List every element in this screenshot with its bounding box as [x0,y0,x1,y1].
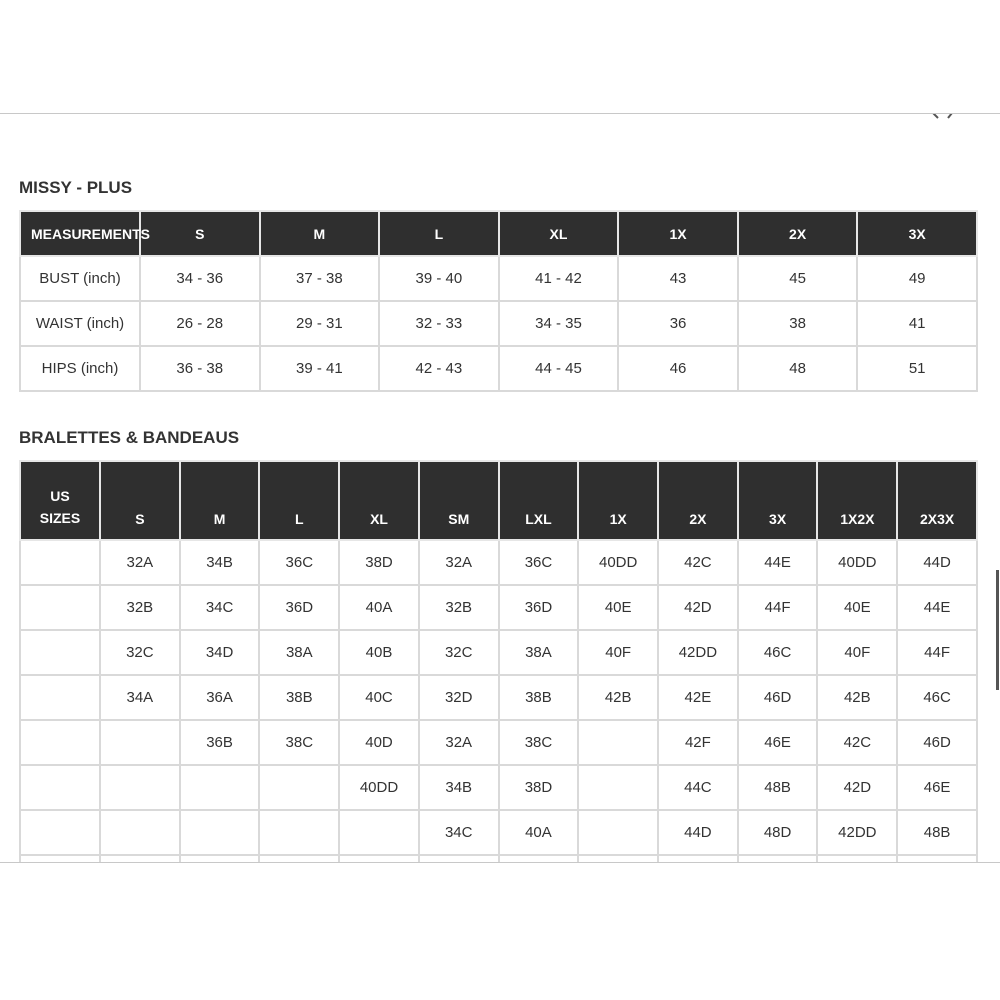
table-cell: 42DD [658,630,738,675]
row-label: HIPS (inch) [20,346,140,391]
table-header-cell: L [379,211,499,256]
table-cell [578,765,658,810]
table-cell: 41 [857,301,977,346]
table-cell: 38A [499,630,579,675]
table-cell [419,855,499,863]
table-header-cell: S [100,461,180,540]
table-cell: 32D [419,675,499,720]
table-cell: 40DD [817,540,897,585]
table-cell: 42D [817,765,897,810]
table-cell: 36C [499,540,579,585]
table-cell: 34C [180,585,260,630]
table-cell: 34 - 35 [499,301,619,346]
table-cell: 26 - 28 [140,301,260,346]
table-cell: 34C [419,810,499,855]
table-cell: 39 - 41 [260,346,380,391]
table-row [20,540,977,585]
table-cell: 32A [419,540,499,585]
table-cell: 32B [100,585,180,630]
table-cell: 44E [738,540,818,585]
section-title-missy: MISSY - PLUS [19,178,133,197]
table-cell: 36D [499,585,579,630]
table-row [20,301,977,346]
table-cell: 34 - 36 [140,256,260,301]
table-header-cell: SM [419,461,499,540]
table-cell [339,855,419,863]
table-cell: 38 [738,301,858,346]
table-cell: 44D [658,810,738,855]
table-cell: 48D [738,810,818,855]
table-cell: 42F [658,720,738,765]
table-row [20,256,977,301]
table-cell: 44 - 45 [499,346,619,391]
table-cell: 34B [419,765,499,810]
table-cell: 38C [499,720,579,765]
table-header-cell: 3X [857,211,977,256]
close-icon[interactable] [926,113,958,120]
table-header-cell: 3X [738,461,818,540]
table-cell: 38A [259,630,339,675]
table-cell: 38D [499,765,579,810]
table-header-cell: 2X [658,461,738,540]
table-cell: 38B [499,675,579,720]
table-cell [578,720,658,765]
table-cell [817,855,897,863]
table-cell: 36B [180,720,260,765]
table-cell: 44C [658,765,738,810]
table-cell: 36C [259,540,339,585]
table-header-cell: 1X2X [817,461,897,540]
table-cell [180,810,260,855]
table-cell: 46C [897,675,977,720]
size-chart-panel [0,113,1000,863]
table-header-cell: 1X [578,461,658,540]
table-cell: 48 [738,346,858,391]
table-cell: 36A [180,675,260,720]
table-cell: 40E [817,585,897,630]
table-cell: 44F [738,585,818,630]
table-cell: 32A [419,720,499,765]
table-header-cell: 1X [618,211,738,256]
table-cell: 46E [738,720,818,765]
table-cell [180,855,260,863]
table-cell [100,855,180,863]
scrollbar[interactable] [996,570,999,690]
table-cell: 34B [180,540,260,585]
table-cell: 49 [857,256,977,301]
table-row [20,346,977,391]
table-header-cell: 2X [738,211,858,256]
table-header-cell: M [260,211,380,256]
table-header-cell: 2X3X [897,461,977,540]
table-cell: 46C [738,630,818,675]
table-cell: 40A [499,810,579,855]
table-cell [658,855,738,863]
table-cell: 32C [419,630,499,675]
table-cell [897,855,977,863]
table-header-row [20,461,977,540]
row-label [20,630,100,675]
table-cell: 45 [738,256,858,301]
table-header-first: US SIZES [20,461,100,540]
table-cell: 46D [738,675,818,720]
table-row [20,630,977,675]
table-cell [738,855,818,863]
table-cell [259,855,339,863]
table-header-cell: M [180,461,260,540]
table-header-first: MEASUREMENTS [20,211,140,256]
table-cell: 40D [339,720,419,765]
table-cell: 40DD [578,540,658,585]
table-cell [100,765,180,810]
table-cell: 40B [339,630,419,675]
table-cell: 40F [578,630,658,675]
missy-size-table [19,210,978,392]
row-label [20,765,100,810]
table-cell: 36 - 38 [140,346,260,391]
table-cell: 37 - 38 [260,256,380,301]
table-cell [578,810,658,855]
row-label [20,810,100,855]
table-header-row [20,211,977,256]
row-label: WAIST (inch) [20,301,140,346]
table-header-cell: XL [499,211,619,256]
table-cell: 42 - 43 [379,346,499,391]
table-cell [180,765,260,810]
table-cell: 39 - 40 [379,256,499,301]
table-cell: 44D [897,540,977,585]
table-cell: 42B [817,675,897,720]
bralette-size-table [19,460,978,863]
table-cell: 48B [897,810,977,855]
table-cell: 42B [578,675,658,720]
table-row [20,585,977,630]
table-cell [100,810,180,855]
table-cell: 46 [618,346,738,391]
table-cell [499,855,579,863]
table-cell: 36D [259,585,339,630]
table-cell: 36 [618,301,738,346]
section-title-bralettes: BRALETTES & BANDEAUS [19,428,240,447]
table-cell: 34A [100,675,180,720]
table-cell: 41 - 42 [499,256,619,301]
table-cell [259,810,339,855]
table-cell: 32C [100,630,180,675]
row-label [20,855,100,863]
table-row [20,765,977,810]
table-header-cell: S [140,211,260,256]
table-cell: 40F [817,630,897,675]
table-cell: 32 - 33 [379,301,499,346]
table-row [20,855,977,863]
table-cell [339,810,419,855]
table-cell: 38D [339,540,419,585]
table-cell: 51 [857,346,977,391]
table-row [20,720,977,765]
table-cell [259,765,339,810]
row-label [20,720,100,765]
table-row [20,675,977,720]
table-cell: 34D [180,630,260,675]
table-header-cell: LXL [499,461,579,540]
table-cell: 44F [897,630,977,675]
table-header-cell: L [259,461,339,540]
table-cell: 38C [259,720,339,765]
table-cell: 42DD [817,810,897,855]
table-cell: 46E [897,765,977,810]
table-cell: 38B [259,675,339,720]
row-label [20,540,100,585]
table-cell: 44E [897,585,977,630]
table-cell: 29 - 31 [260,301,380,346]
table-cell: 40E [578,585,658,630]
table-cell [100,720,180,765]
row-label [20,675,100,720]
table-cell: 42C [817,720,897,765]
table-cell: 42D [658,585,738,630]
table-cell: 32A [100,540,180,585]
table-cell: 48B [738,765,818,810]
table-row [20,810,977,855]
table-cell: 40DD [339,765,419,810]
table-header-cell: XL [339,461,419,540]
table-cell: 43 [618,256,738,301]
row-label [20,585,100,630]
table-cell: 46D [897,720,977,765]
table-cell: 42C [658,540,738,585]
table-cell: 40C [339,675,419,720]
table-cell [578,855,658,863]
table-cell: 42E [658,675,738,720]
row-label: BUST (inch) [20,256,140,301]
table-cell: 40A [339,585,419,630]
table-cell: 32B [419,585,499,630]
